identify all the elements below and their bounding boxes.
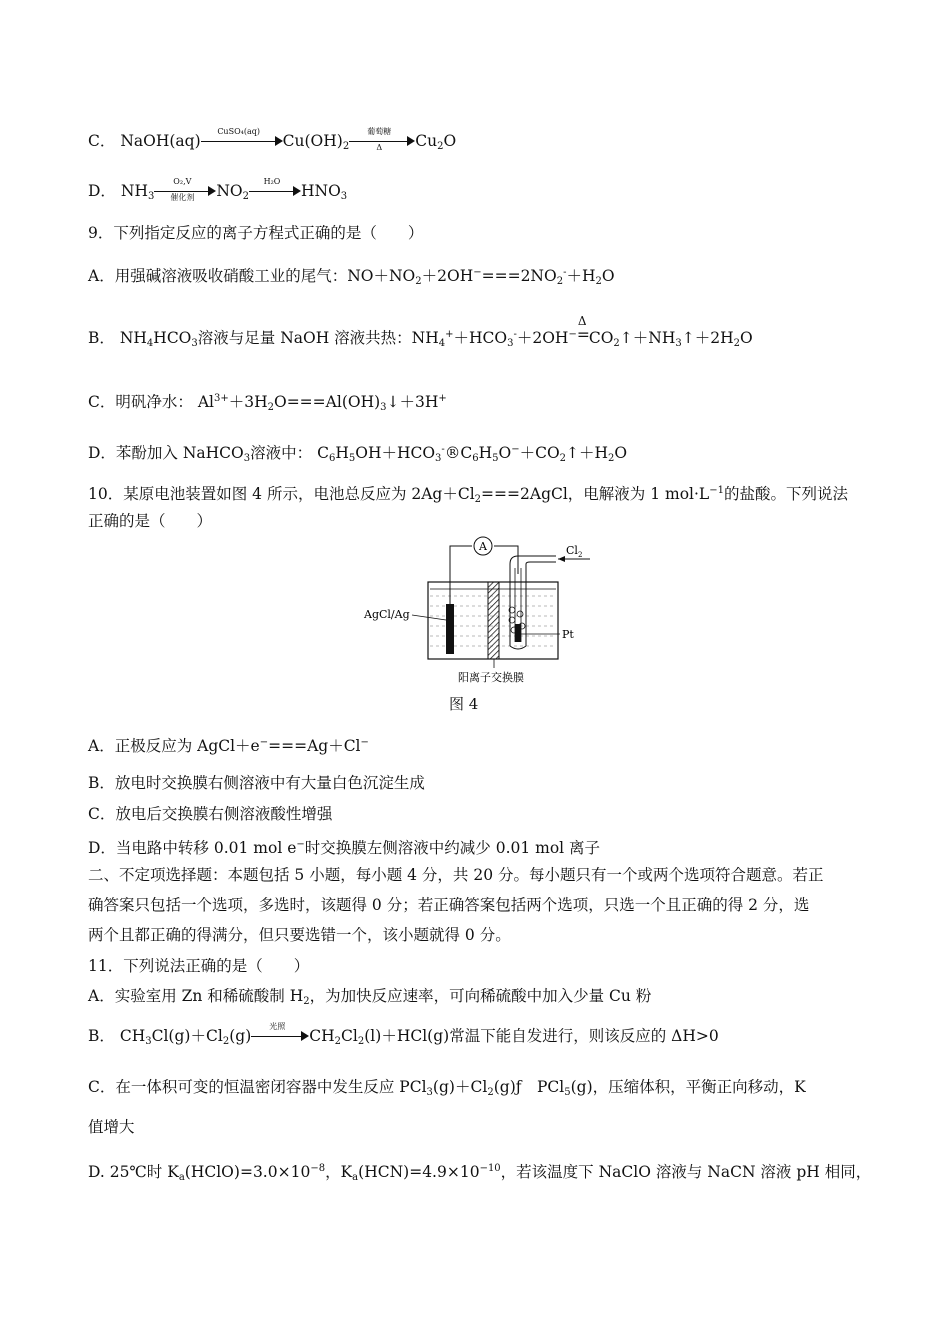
q9-stem: 9．下列指定反应的离子方程式正确的是（ ）: [88, 224, 424, 242]
section2-line1: 二、不定项选择题：本题包括 5 小题，每小题 4 分，共 20 分。每小题只有一个或两个选项符合题意。若正: [88, 866, 824, 884]
q10-option-d: D．当电路中转移 0.01 mol e−时交换膜左侧溶液中约减少 0.01 mol 离子: [88, 839, 601, 857]
q8-option-c: C． NaOH(aq) CuSO₄(aq) $Cu(OH)_2$ 葡萄糖 Δ $Cu_2O$: [88, 127, 457, 152]
pt-electrode: [515, 624, 521, 642]
section2-line2: 确答案只包括一个选项，多选时，该题得 0 分；若正确答案包括两个选项，只选一个且正确的得 2 分，选: [88, 896, 810, 914]
q11-option-c-line2: 值增大: [88, 1118, 135, 1136]
reaction-arrow: 葡萄糖 Δ: [349, 130, 415, 152]
reaction-arrow: O₂,V 催化剂: [154, 180, 216, 202]
q9-option-d: D．苯酚加入 NaHCO$_3$溶液中： $C_6H_5OH+HCO_3^-®C_6H_5O^-+CO_2↑+H_2O$: [88, 444, 628, 464]
cation-exchange-membrane: [488, 582, 499, 659]
q10-option-c: C．放电后交换膜右侧溶液酸性增强: [88, 805, 333, 823]
q11-option-b: B． $CH_3Cl(g)+Cl_2(g)$ 光照 $CH_2Cl_2(l)+HCl(g)$常温下能自发进行，则该反应的 ΔH>0: [88, 1022, 719, 1047]
section2-line3: 两个且都正确的得满分，但只要选错一个，该小题就得 0 分。: [88, 926, 511, 944]
q10-option-b: B．放电时交换膜右侧溶液中有大量白色沉淀生成: [88, 774, 425, 792]
agcl-ag-electrode: [446, 604, 454, 654]
q11-option-a: A．实验室用 Zn 和稀硫酸制 $H_2$，为加快反应速率，可向稀硫酸中加入少量 Cu 粉: [88, 987, 652, 1007]
figure-caption: 图 4: [449, 695, 479, 713]
q9-option-a: A．用强碱溶液吸收硝酸工业的尾气：$NO+NO_2+2OH^-===2NO_2^-+H_2O$: [88, 267, 615, 287]
q11-stem: 11．下列说法正确的是（ ）: [88, 957, 310, 975]
q11-option-d: D. 25℃时 $K_a(HClO)=3.0\times 10^{-8}$，$K_a(HCN)=4.9\times 10^{-10}$，若该温度下 NaClO 溶液与 NaCN 溶液 pH 相同，: [88, 1163, 872, 1183]
ammeter-label: A: [479, 540, 487, 553]
q10-stem-line2: 正确的是（ ）: [88, 512, 213, 530]
heat-equals-sign: Δ =: [576, 314, 590, 344]
q9-option-b: B． $NH_4HCO_3$溶液与足量 NaOH 溶液共热：$NH_4^++HCO_3^-+2OH^-$ Δ = $CO_2↑+NH_3↑+2H_2O$: [88, 314, 753, 349]
q8-option-d: D． $NH_3$ O₂,V 催化剂 $NO_2$ H₂O $HNO_3$: [88, 177, 348, 202]
galvanic-cell-figure: [360, 534, 600, 684]
q9-option-c: C．明矾净水： $Al^{3+}+3H_2O===Al(OH)_3↓+3H^+$: [88, 393, 447, 413]
left-electrode-label: AgCl/Ag: [364, 608, 410, 621]
membrane-label: 阳离子交换膜: [458, 671, 524, 684]
reaction-arrow: 光照: [251, 1025, 309, 1047]
cl2-label: $Cl_2$: [566, 544, 583, 559]
reaction-arrow: H₂O: [249, 180, 301, 202]
q11-option-c-line1: C．在一体积可变的恒温密闭容器中发生反应 $PCl_3(g)+Cl_2(g)ƒ$ PCl$_5$(g)，压缩体积，平衡正向移动，K: [88, 1078, 806, 1098]
q10-option-a: A．正极反应为 AgCl＋e−===Ag＋Cl−: [88, 737, 369, 755]
reaction-arrow: CuSO₄(aq): [201, 130, 283, 152]
right-electrode-label: Pt: [562, 628, 574, 641]
q10-stem-line1: 10．某原电池装置如图 4 所示，电池总反应为 $2Ag+Cl_2===2AgCl$，电解液为 1 $mol\cdot L^{-1}$的盐酸。下列说法: [88, 485, 848, 505]
